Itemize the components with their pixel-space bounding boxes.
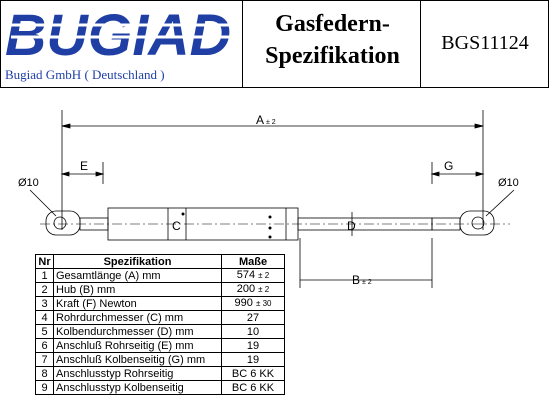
eyelet-right — [460, 211, 494, 235]
leader-diameter-right — [486, 190, 514, 216]
header — [0, 0, 549, 88]
row-spec: Anschlusstyp Rohrseitig — [54, 367, 222, 381]
row-value: 574 — [236, 269, 256, 281]
row-value: 19 — [246, 339, 260, 352]
table-body — [36, 269, 285, 395]
arrow-g-left — [432, 172, 439, 176]
leader-diameter-left — [30, 190, 56, 216]
cylinder-dot-4 — [182, 213, 185, 216]
row-nr: 9 — [36, 381, 54, 395]
table-row — [36, 325, 285, 339]
arrow-e-right — [96, 172, 103, 176]
row-spec: Anschlusstyp Kolbenseitig — [54, 381, 222, 395]
row-spec: Anschluß Kolbenseitig (G) mm — [54, 353, 222, 367]
title-line-1: Gasfedern- — [275, 11, 390, 37]
label-c: C — [172, 219, 181, 233]
row-value: BC 6 KK — [231, 367, 275, 380]
arrow-a-right — [475, 124, 483, 128]
eyelet-left-hole — [54, 217, 66, 229]
header-value: Maße — [222, 255, 285, 269]
row-value-cell — [222, 283, 285, 297]
row-spec: Kolbendurchmesser (D) mm — [54, 325, 222, 339]
table-row — [36, 269, 285, 283]
row-value-cell — [222, 381, 285, 395]
part-number-cell — [422, 1, 548, 87]
row-value-cell — [222, 353, 285, 367]
part-number: BGS11124 — [441, 32, 529, 54]
row-spec: Gesamtlänge (A) mm — [54, 269, 222, 283]
row-value-cell — [222, 311, 285, 325]
row-nr: 5 — [36, 325, 54, 339]
row-spec: Hub (B) mm — [54, 283, 222, 297]
eyelet-right-hole — [472, 217, 484, 229]
table-row — [36, 339, 285, 353]
row-value: 19 — [246, 353, 260, 366]
arrow-a-left — [62, 124, 70, 128]
table-header-row — [36, 255, 285, 269]
table-row — [36, 367, 285, 381]
bugiad-logo — [5, 3, 239, 68]
row-value: BC 6 KK — [231, 381, 275, 394]
row-value-cell — [222, 297, 285, 311]
row-value-cell — [222, 325, 285, 339]
row-value: 200 — [236, 283, 256, 295]
row-value-cell — [222, 269, 285, 283]
row-value: 10 — [246, 325, 260, 338]
cylinder-dot-3 — [269, 236, 272, 239]
label-d: D — [347, 219, 356, 233]
table-row — [36, 381, 285, 395]
label-b: B — [352, 273, 361, 287]
row-value: 27 — [246, 311, 260, 324]
arrow-g-right — [476, 172, 483, 176]
row-value: 990 — [234, 297, 253, 309]
specification-table — [35, 254, 285, 395]
row-nr: 6 — [36, 339, 54, 353]
brand-logo-text: BUGIAD — [5, 3, 231, 68]
arrow-e-left — [62, 172, 69, 176]
row-value-cell — [222, 367, 285, 381]
row-nr: 3 — [36, 297, 54, 311]
header-spec: Spezifikation — [54, 255, 222, 269]
table-row — [36, 297, 285, 311]
label-b-tolerance: ± 2 — [362, 279, 372, 286]
table-row — [36, 353, 285, 367]
row-spec: Kraft (F) Newton — [54, 297, 222, 311]
row-nr: 4 — [36, 311, 54, 325]
title-line-2: Spezifikation — [265, 43, 400, 69]
label-diameter-right: Ø10 — [498, 177, 519, 189]
cylinder-dot-1 — [269, 216, 272, 219]
row-tolerance: ± 30 — [255, 299, 272, 308]
row-nr: 8 — [36, 367, 54, 381]
logo-cell — [1, 1, 243, 87]
title-cell — [244, 1, 421, 87]
row-spec: Rohrdurchmesser (C) mm — [54, 311, 222, 325]
header-nr: Nr — [36, 255, 54, 269]
eyelet-left — [46, 211, 80, 235]
label-a: A — [256, 113, 265, 127]
table-row — [36, 283, 285, 297]
label-a-tolerance: ± 2 — [266, 119, 276, 126]
table-row — [36, 311, 285, 325]
row-tolerance: ± 2 — [258, 285, 270, 294]
company-name: Bugiad GmbH ( Deutschland ) — [5, 67, 165, 82]
row-spec: Anschluß Rohrseitig (E) mm — [54, 339, 222, 353]
row-tolerance: ± 2 — [258, 271, 270, 280]
row-nr: 1 — [36, 269, 54, 283]
label-diameter-left: Ø10 — [18, 177, 39, 189]
row-nr: 2 — [36, 283, 54, 297]
cylinder-dot-2 — [269, 227, 272, 230]
label-e: E — [80, 159, 89, 173]
row-nr: 7 — [36, 353, 54, 367]
row-value-cell — [222, 339, 285, 353]
label-g: G — [444, 159, 454, 173]
